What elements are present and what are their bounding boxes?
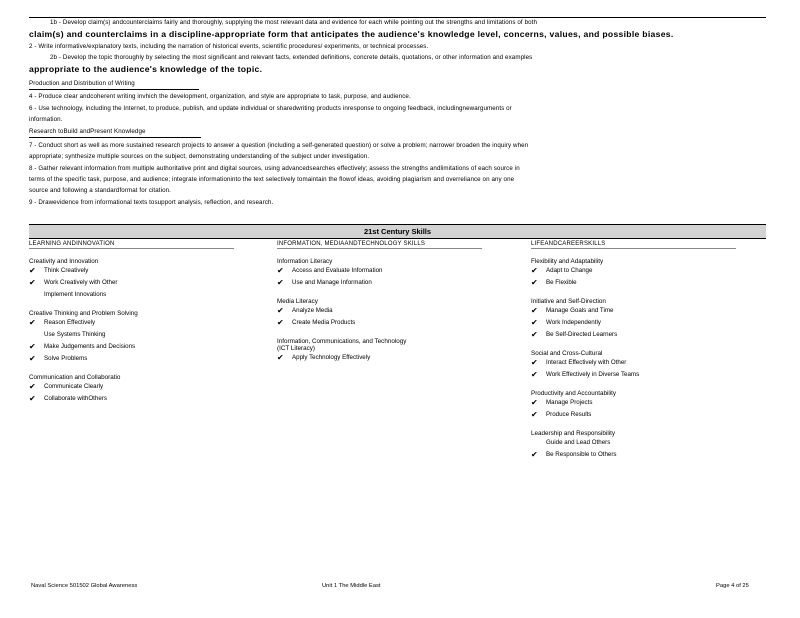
skill-item (29, 353, 234, 365)
skill-item-label: Be Responsible to Others (546, 451, 617, 458)
checkmark-icon: ✔ (531, 318, 538, 327)
checkmark-icon: ✔ (531, 330, 538, 339)
skill-item (531, 277, 736, 289)
skill-item (277, 317, 482, 329)
standard-8-continued: terms of the specific task, purpose, and audience; integrate informationinto the text selectively tomaintain the flowof ideas, avoiding plagiarism and overreliance on any one (29, 176, 515, 183)
skill-item-label: Be Self-Directed Learners (546, 331, 618, 338)
footer-page: Page 4 of 25 (716, 583, 749, 589)
checkmark-icon: ✔ (531, 306, 538, 315)
skill-group (29, 374, 234, 405)
skills-header: 21st Century Skills (29, 224, 766, 239)
checkmark-icon: ✔ (29, 354, 36, 363)
heading-research: Research toBuild andPresent Knowledge (29, 128, 146, 135)
column-heading-rule (277, 248, 482, 249)
standard-7-continued: appropriate; synthesize multiple sources on the subject, demonstrating understanding of the subject under investigation. (29, 153, 370, 160)
skill-item-label: Be Flexible (546, 279, 577, 286)
skill-group-title: Social and Cross-Cultural (531, 350, 603, 357)
skill-item (29, 341, 234, 353)
skill-item-label: Manage Projects (546, 399, 593, 406)
checkmark-icon: ✔ (531, 370, 538, 379)
checkmark-icon: ✔ (531, 266, 538, 275)
skill-item (531, 329, 736, 341)
skill-group-title: Communication and Collaboratio (29, 374, 121, 381)
standard-9: 9 - Drawevidence from informational texts tosupport analysis, reflection, and research. (29, 199, 274, 206)
heading-research-rule (29, 137, 201, 138)
skill-item (531, 369, 736, 381)
skill-group-title: Leadership and Responsibility (531, 430, 616, 437)
skill-item (531, 437, 736, 449)
checkmark-icon: ✔ (277, 266, 284, 275)
standard-8: 8 - Gather relevant information from multiple authoritative print and digital sources, using advancedsearches effectively; assess the strengths andlimitations of each source in (29, 165, 520, 172)
checkmark-icon: ✔ (531, 410, 538, 419)
standard-7: 7 - Conduct short as well as more sustained research projects to answer a question (including a self-generated question) or solve a problem; narrower broaden the inquiry when (29, 142, 529, 149)
skill-item-label: Manage Goals and Time (546, 307, 614, 314)
checkmark-icon: ✔ (29, 394, 36, 403)
checkmark-icon: ✔ (29, 318, 36, 327)
skill-item-label: Implement Innovations (44, 291, 107, 298)
checkmark-icon: ✔ (531, 278, 538, 287)
standard-6-continued: information. (29, 116, 63, 123)
skill-item (277, 277, 482, 289)
skill-group-title: Creative Thinking and Problem Solving (29, 310, 138, 317)
checkmark-icon: ✔ (277, 318, 284, 327)
skills-column-learning (29, 241, 234, 405)
skill-item (531, 409, 736, 421)
skill-item (277, 305, 482, 317)
skill-item (531, 397, 736, 409)
skill-item-label: Collaborate withOthers (44, 395, 107, 402)
skill-group (531, 390, 736, 421)
standard-2b: 2b - Develop the topic thoroughly by selecting the most significant and relevant facts, extended definitions, concrete details, quotations, or other information and examples (50, 54, 533, 61)
checkmark-icon: ✔ (277, 353, 284, 362)
checkmark-icon: ✔ (277, 306, 284, 315)
skill-item-label: Access and Evaluate Information (292, 267, 383, 274)
skill-group-title: Information Literacy (277, 258, 333, 265)
skill-item (29, 393, 234, 405)
checkmark-icon: ✔ (277, 278, 284, 287)
skill-group-title: Information, Communications, and Technology (277, 338, 407, 345)
skill-item (29, 289, 234, 301)
heading-production: Production and Distribution of Writing (29, 80, 135, 87)
skill-item-label: Interact Effectively with Other (546, 359, 627, 366)
footer-unit: Unit 1 The Middle East (322, 583, 381, 589)
skill-item-label: Adapt to Change (546, 267, 593, 274)
skill-group-title: Creativity and Innovation (29, 258, 99, 265)
skill-item (29, 381, 234, 393)
skill-group-title: Media Literacy (277, 298, 318, 305)
footer-course: Naval Science 501502 Global Awareness (31, 583, 138, 589)
skill-group (531, 298, 736, 341)
skill-item (531, 265, 736, 277)
column-heading-rule (29, 248, 234, 249)
checkmark-icon: ✔ (29, 278, 36, 287)
skill-group (277, 298, 482, 329)
skill-item (277, 265, 482, 277)
skill-group (277, 258, 482, 289)
standard-4: 4 - Produce clear andcoherent writing invhich the development, organization, and style are appropriate to task, purpose, and audience. (29, 93, 411, 100)
heading-production-rule (29, 89, 199, 90)
skills-column-information (277, 241, 482, 364)
skill-item-label: Produce Results (546, 411, 592, 418)
checkmark-icon: ✔ (531, 398, 538, 407)
skill-item-label: Work Independently (546, 319, 601, 326)
skill-item (531, 449, 736, 461)
checkmark-icon: ✔ (29, 342, 36, 351)
skill-item-label: Use Systems Thinking (44, 331, 106, 338)
skill-group (29, 310, 234, 365)
skill-group-title: Flexibility and Adaptability (531, 258, 604, 265)
skill-group (531, 350, 736, 381)
skill-item (531, 357, 736, 369)
skill-item-label: Communicate Clearly (44, 383, 104, 390)
skill-item (29, 277, 234, 289)
skill-item-label: Analyze Media (292, 307, 333, 314)
skill-group-title: Productivity and Accountability (531, 390, 617, 397)
skill-item (531, 317, 736, 329)
top-rule (29, 17, 766, 18)
skill-group-title: Initiative and Self-Direction (531, 298, 606, 305)
standard-8-continued-2: source and following a standardformat for citation. (29, 187, 171, 194)
skill-group (531, 430, 736, 461)
skill-item (277, 352, 482, 364)
standard-1b-continued: claim(s) and counterclaims in a discipline-appropriate form that anticipates the audience's knowledge level, concerns, values, and possible biases. (29, 29, 674, 39)
skill-item-label: Make Judgements and Decisions (44, 343, 136, 350)
checkmark-icon: ✔ (531, 450, 538, 459)
skill-group (29, 258, 234, 301)
skill-item-label: Solve Problems (44, 355, 88, 362)
skill-item-label: Think Creatively (44, 267, 89, 274)
skill-item (29, 265, 234, 277)
column-heading: LIFEANDCAREERSKILLS (531, 241, 606, 247)
skill-item-label: Create Media Products (292, 319, 356, 326)
skill-item-label: Reason Effectively (44, 319, 96, 326)
skill-item-label: Guide and Lead Others (546, 439, 611, 446)
standard-1b: 1b - Develop claim(s) andcounterclaims fairly and thoroughly, supplying the most relevant data and evidence for each while pointing out the strengths and limitations of both (50, 19, 538, 26)
checkmark-icon: ✔ (531, 358, 538, 367)
checkmark-icon: ✔ (29, 382, 36, 391)
column-heading: LEARNING ANDINNOVATION (29, 241, 115, 247)
skill-item-label: Work Creatively with Other (44, 279, 118, 286)
skill-item (531, 305, 736, 317)
skill-item (29, 317, 234, 329)
checkmark-icon: ✔ (29, 266, 36, 275)
standard-6: 6 - Use technology, including the Internet, to produce, publish, and update individual or sharedwriting products inresponse to ongoing feedback, includingnewarguments or (29, 105, 512, 112)
standard-2b-continued: appropriate to the audience's knowledge of the topic. (29, 64, 263, 74)
skill-item-label: Use and Manage Information (292, 279, 372, 286)
skill-group (531, 258, 736, 289)
skill-group-title-continued: (ICT Literacy) (277, 345, 316, 352)
skill-group (277, 338, 482, 364)
skill-item (29, 329, 234, 341)
column-heading-rule (531, 248, 736, 249)
skill-item-label: Work Effectively in Diverse Teams (546, 371, 640, 378)
skill-item-label: Apply Technology Effectively (292, 354, 371, 361)
standard-2: 2 - Write informative/explanatory texts, including the narration of historical events, scientific procedures/ experiments, or technical processes. (29, 43, 429, 50)
column-heading: INFORMATION, MEDIAANDTECHNOLOGY SKILLS (277, 241, 426, 247)
skills-column-life-career (531, 241, 736, 461)
